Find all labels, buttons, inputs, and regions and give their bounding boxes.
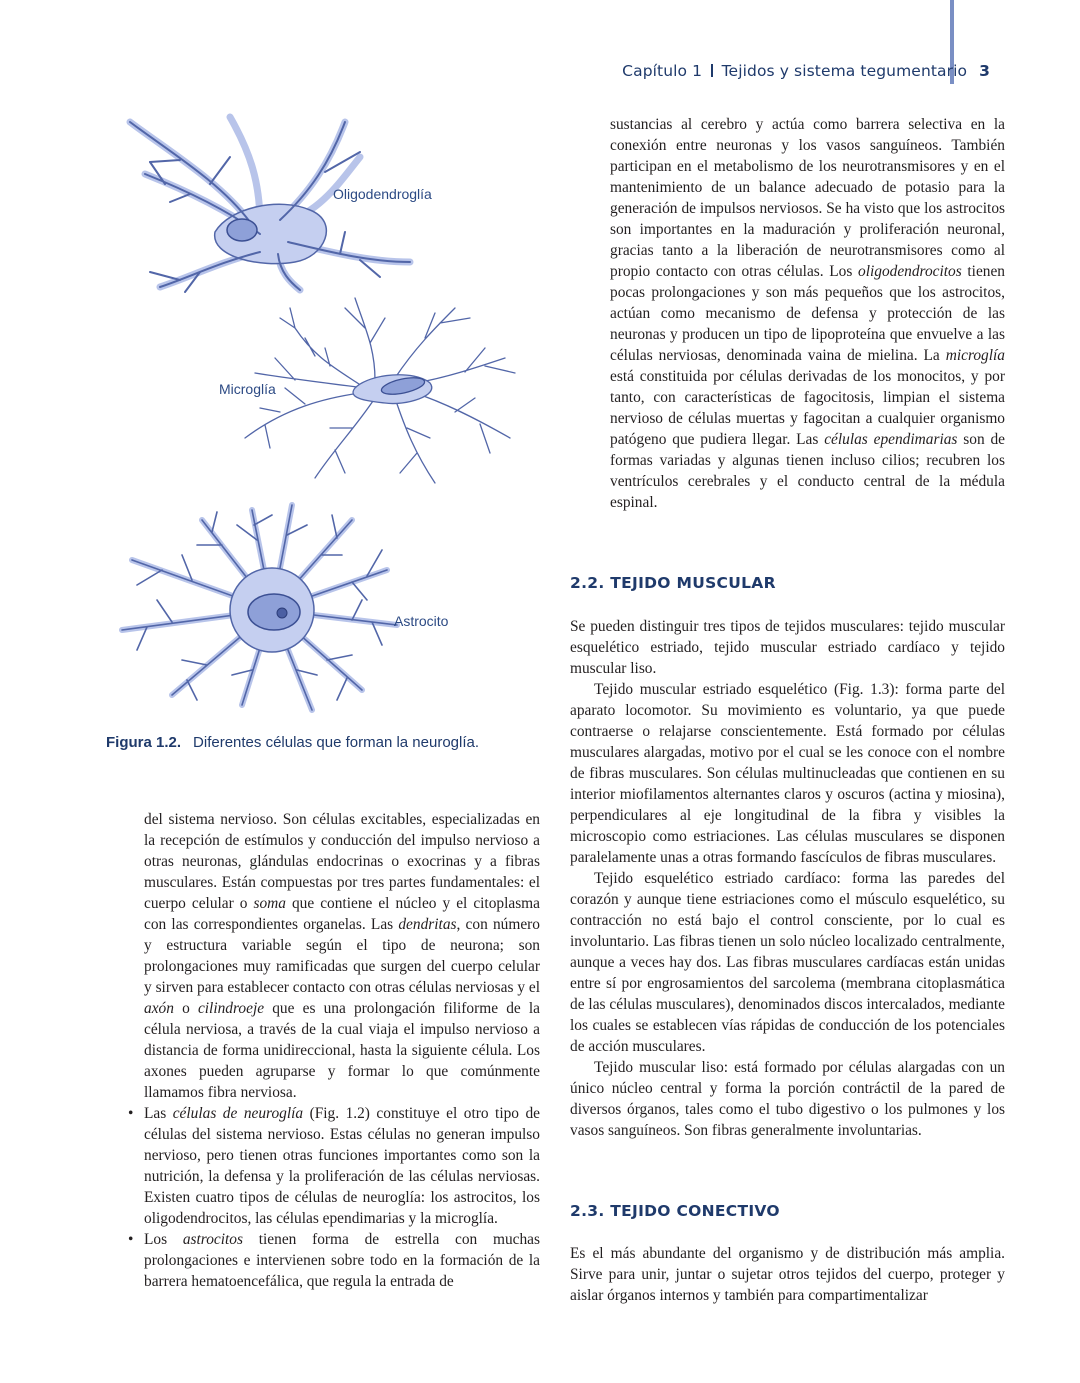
astrocyte-illustration — [112, 500, 402, 710]
label-microglia: Microglía — [219, 381, 276, 397]
text-run: está constituida por células derivadas de los monocitos, y por tanto, con características de fagocitosis, limpian el sistema nervioso de células muertas y fagocitan a cualquier organismo patógeno que pudiera llegar. Las — [610, 368, 1005, 448]
text-run: sustancias al cerebro y actúa como barrera selectiva en la conexión entre neuronas y los vasos sanguíneos. También participan en el metabolismo de los neurotransmisores y en el mantenimiento de un balance adecuado de potasio para la generación de impulsos nerviosos. Se ha visto que los astrocitos son importantes en la maduración y proliferación neuronal, gracias tanto a la liberación de neurotransmisores como al propio contacto con otras células. Los — [610, 116, 1005, 280]
section-title-conectivo: 2.3. TEJIDO CONECTIVO — [570, 1202, 780, 1220]
muscular-intro: Se pueden distinguir tres tipos de tejidos musculares: tejido muscular esquelético estriado, tejido muscular estriado cardíaco y tejido muscular liso. — [570, 618, 1005, 677]
term-oligodendrocitos: oligodendrocitos — [858, 263, 962, 280]
text-run: , con número y estructura variable según el tipo de neurona; son prolongaciones muy ramificadas que surgen del cuerpo celular y sirven para establecer contacto con otras células nerviosas y el — [144, 916, 540, 996]
term-soma: soma — [253, 895, 286, 912]
term-ependimarias: células ependimarias — [824, 431, 958, 448]
neuron-paragraph — [144, 809, 540, 1103]
header-chapter: Capítulo 1 — [622, 62, 703, 80]
term-cilindroeje: cilindroeje — [197, 1000, 265, 1017]
right-column-continuation — [610, 114, 1005, 513]
label-oligodendroglia: Oligodendroglía — [333, 186, 432, 202]
astrocyte-nucleolus — [277, 608, 287, 618]
term-astrocitos: astrocitos — [182, 1231, 243, 1248]
text-run: que contiene el núcleo y el citoplasma con las correspondientes organelas. Las — [144, 895, 540, 933]
caption-label: Figura 1.2. — [106, 734, 182, 751]
page-number: 3 — [979, 62, 990, 80]
caption-text: Diferentes células que forman la neuroglía. — [193, 734, 480, 751]
text-run: son de formas variadas y algunas tienen incluso cilios; recubren los ventrículos cerebrales y el conducto central de la médula espinal. — [610, 431, 1005, 511]
term-microglia: microglía — [945, 347, 1005, 364]
oligodendroglia-nucleus — [227, 219, 257, 241]
text-run: o — [173, 1000, 198, 1017]
running-header — [560, 62, 990, 80]
text-run: tienen forma de estrella con muchas prolongaciones e intervienen sobre todo en la formación de la barrera hematoencefálica, que regula la entrada de — [144, 1231, 541, 1290]
header-title: Tejidos y sistema tegumentario — [721, 62, 968, 80]
neuroglia-bullet-list — [144, 1103, 540, 1292]
muscular-esqueletico: Tejido muscular estriado esquelético (Fig. 1.3): forma parte del aparato locomotor. Su movimiento es voluntario, ya que puede contraerse o relajarse conscientemente. Está formado por células musculares alargadas, motivo por el cual se les conoce con el nombre de fibras musculares. Son células multinucleadas que contienen en su interior miofilamentos alternantes claros y oscuros (actina y miosina), perpendiculares al eje longitudinal de la fibra y visibles la microscopio como estriaciones. Las células musculares se disponen paralelamente unas a otras formando fascículos de fibras musculares. — [570, 681, 1005, 866]
oligodendroglia-illustration — [110, 112, 450, 292]
term-neuroglia: células de neuroglía — [172, 1105, 304, 1122]
text-run: Las — [144, 1105, 173, 1122]
text-run: que es una prolongación filiforme de la célula nerviosa, a través de la cual viaja el impulso nervioso a distancia de forma unidireccional, hasta la siguiente célula. Los axones pueden agruparse y formar lo que comúnmente llamamos fibra nerviosa. — [144, 1000, 541, 1101]
glia-paragraph — [610, 114, 1005, 513]
text-run: (Fig. 1.2) constituye el otro tipo de células del sistema nervioso. Estas células no generan impulso nervioso, pero tienen otras funciones importantes como son la nutrición, la defensa y la proliferación de las células nerviosas. Existen cuatro tipos de células de neuroglía: los astrocitos, los oligodendrocitos, las células ependimarias y la microglía. — [144, 1105, 540, 1227]
label-astrocito: Astrocito — [394, 613, 449, 629]
muscular-cardiaco: Tejido esquelético estriado cardíaco: forma las paredes del corazón y aunque tiene estriaciones como el músculo esquelético, su contracción no está bajo el control consciente, por lo cual es involuntario. Las fibras tienen un solo núcleo localizado centralmente, aunque a veces hay dos. Las fibras musculares cardíacas están unidas entre sí por engrosamientos del sarcolema (membrana citoplasmática de las células musculares), denominados discos intercalados, mediante los cuales se establecen vías rápidas de conducción de los potenciales de acción musculares. — [570, 870, 1005, 1055]
conectivo-section-text — [570, 1243, 1005, 1306]
term-axon: axón — [144, 1000, 174, 1017]
text-run: del sistema nervioso. Son células excitables, especializadas en la recepción de estímulos y conducción del impulso nervioso a otras neuronas, glándulas endocrinas o exocrinas y a fibras musculares. Están compuestas por tres partes fundamentales: el cuerpo celular o — [144, 811, 540, 912]
muscular-liso: Tejido muscular liso: está formado por células alargadas con un único núcleo central y forma la porción contráctil de la pared de diversos órganos, tales como el tubo digestivo o los pulmones y los vasos sanguíneos. Son fibras generalmente involuntarias. — [570, 1059, 1005, 1139]
conectivo-intro: Es el más abundante del organismo y de distribución más amplia. Sirve para unir, juntar o sujetar otros tejidos del cuerpo, proteger y aislar órganos internos y también para compartimentalizar — [570, 1245, 1005, 1304]
term-dendritas: dendritas — [398, 916, 457, 933]
bullet-astrocitos — [144, 1229, 540, 1292]
text-run: tienen pocas prolongaciones y son más pequeños que los astrocitos, actúan como mecanismo de defensa y protección de las neuronas y producen un tipo de lipoproteína que envuelve a las células nerviosas, denominada vaina de mielina. La — [610, 263, 1006, 364]
text-run: Los — [144, 1231, 183, 1248]
bullet-neuroglia — [144, 1103, 540, 1229]
section-title-muscular: 2.2. TEJIDO MUSCULAR — [570, 574, 776, 592]
microglia-illustration — [235, 288, 525, 488]
astrocyte-nucleus — [248, 594, 300, 630]
header-separator — [711, 64, 713, 77]
figure-caption — [106, 734, 479, 751]
left-column-text — [144, 809, 540, 1292]
muscular-section-text — [570, 616, 1005, 1141]
